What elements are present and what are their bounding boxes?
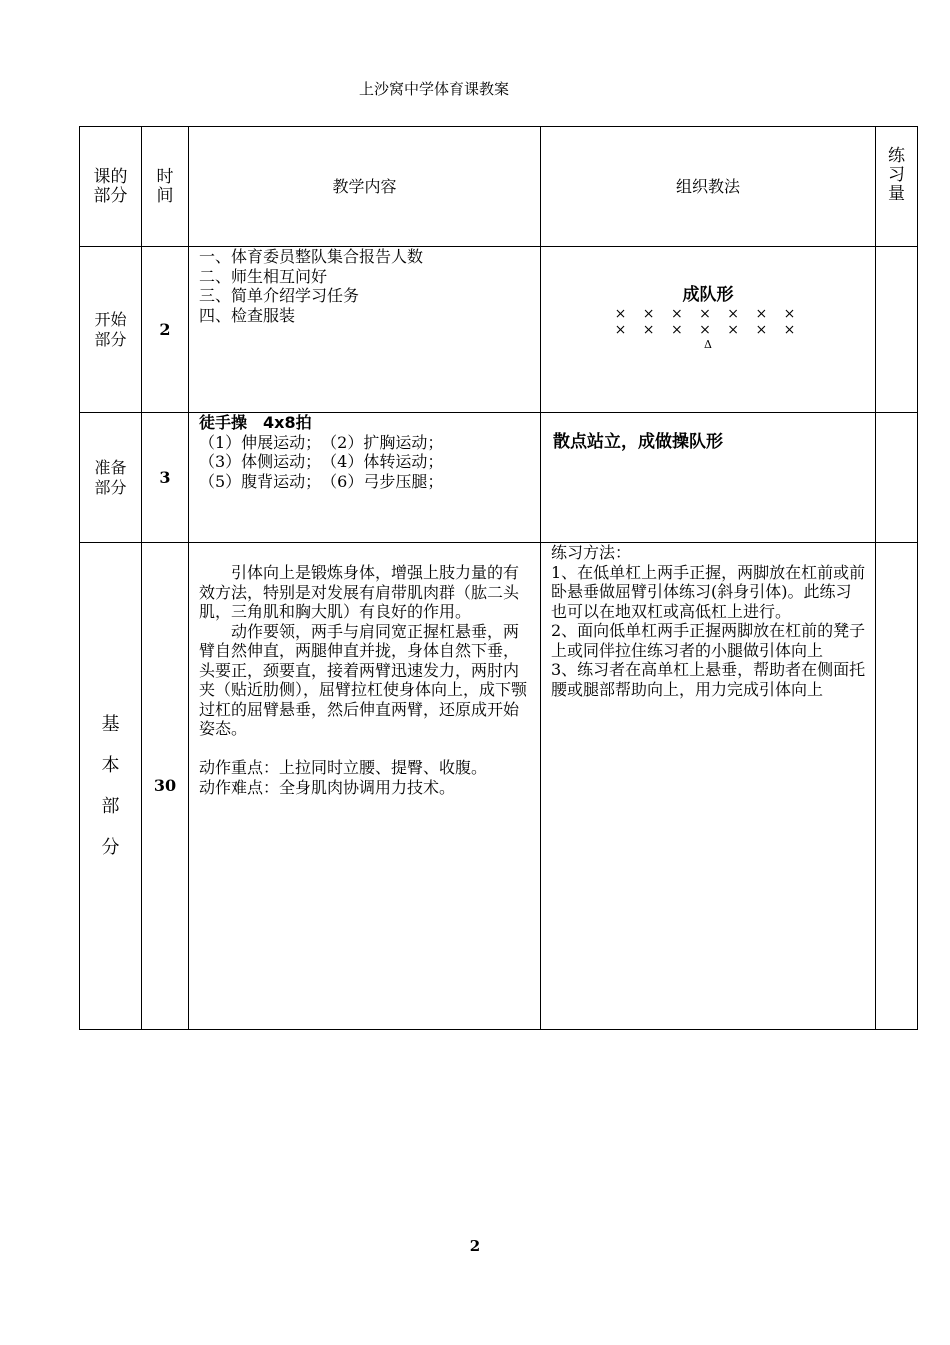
start-amount — [876, 247, 918, 413]
header-row — [80, 127, 918, 247]
prep-time: 3 — [142, 413, 189, 543]
start-method — [541, 247, 876, 413]
start-time: 2 — [142, 247, 189, 413]
basic-method: 练习方法： 1、在低单杠上两手正握，两脚放在杠前或前卧悬垂做屈臂引体练习(斜身引体)。此练习也可以在地双杠或高低杠上进行。 2、面向低单杠两手正握两脚放在杠前的凳子上或同伴拉住练习者的小腿做引体向上 3、练习者在高单杠上悬垂，帮助者在侧面托腰或腿部帮助向上，用力完成引体向上 — [541, 543, 876, 1030]
basic-row — [80, 543, 918, 1030]
formation-title: 成队形 — [682, 285, 734, 305]
basic-time: 30 — [142, 543, 189, 1030]
start-content: 一、体育委员整队集合报告人数 二、师生相互问好 三、简单介绍学习任务 四、检查服装 — [189, 247, 541, 413]
header-amount: 练习量 — [876, 127, 918, 247]
start-section: 开始部分 — [80, 247, 142, 413]
prep-section: 准备部分 — [80, 413, 142, 543]
basic-content: 引体向上是锻炼身体，增强上肢力量的有效方法，特别是对发展有肩带肌肉群（肱二头肌，三角肌和胸大肌）有良好的作用。 动作要领，两手与肩同宽正握杠悬垂，两臂自然伸直，两腿伸直并拢，身体自然下垂，头要正，颈要直，接着两臂迅速发力，两肘内夹（贴近肋侧），屈臂拉杠使身体向上，成下颚过杠的屈臂悬垂，然后伸直两臂，还原成开始姿态。 动作重点：上拉同时立腰、提臀、收腹。 动作难点：全身肌肉协调用力技术。 — [189, 543, 541, 1030]
prep-row — [80, 413, 918, 543]
header-section: 课的部分 — [80, 127, 142, 247]
basic-amount — [876, 543, 918, 1030]
prep-method: 散点站立，成做操队形 — [541, 413, 876, 543]
header-content: 教学内容 — [189, 127, 541, 247]
header-method: 组织教法 — [541, 127, 876, 247]
prep-content: 徒手操 4x8拍 （1）伸展运动； （2）扩胸运动； （3）体侧运动； （4）体转运动； （5）腹背运动； （6）弓步压腿； — [189, 413, 541, 543]
prep-amount — [876, 413, 918, 543]
basic-section: 基 本 部 分 — [80, 543, 142, 1030]
teacher-marker: Δ — [704, 338, 712, 351]
lesson-plan-table — [79, 126, 918, 1030]
formation-row: × × × × × × × — [614, 322, 802, 338]
formation-row: × × × × × × × — [614, 306, 802, 322]
page-number: 2 — [469, 1237, 481, 1255]
page-title: 上沙窝中学体育课教案 — [358, 80, 509, 98]
header-time: 时间 — [142, 127, 189, 247]
start-row — [80, 247, 918, 413]
